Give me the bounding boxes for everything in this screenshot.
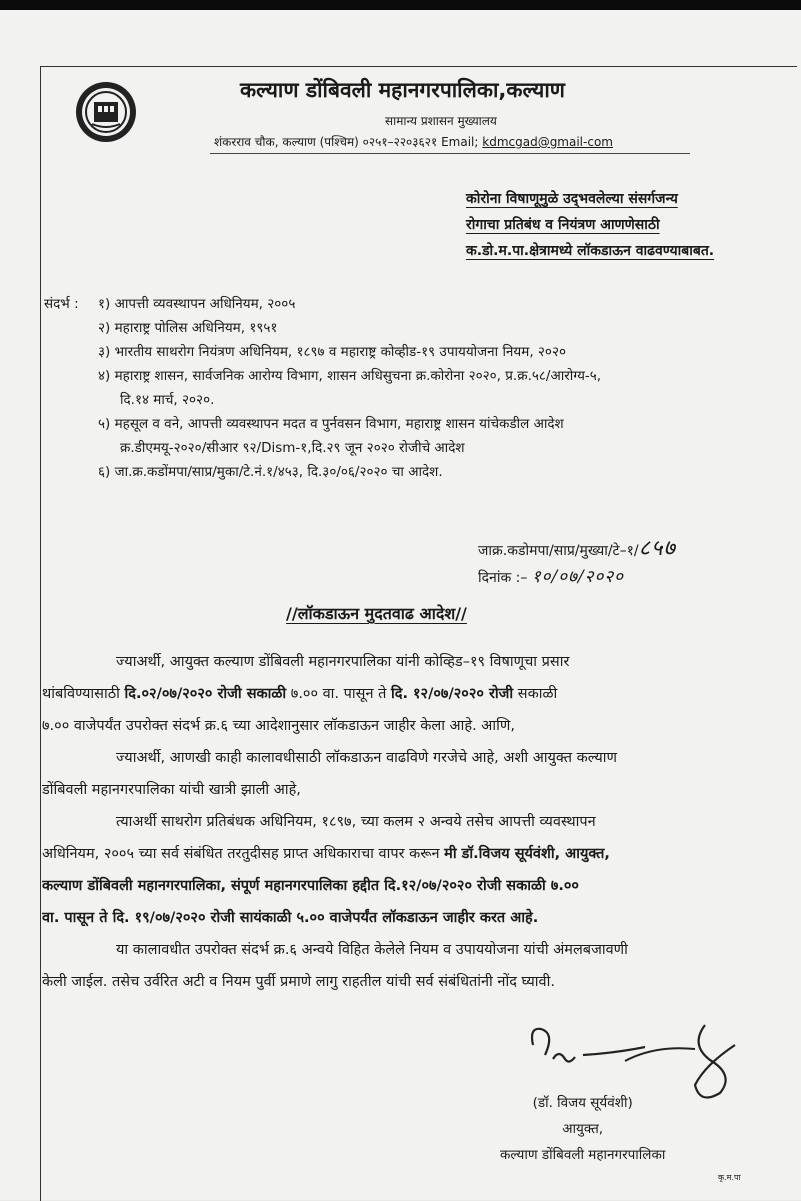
reference-item: २) महाराष्ट्र पोलिस अधिनियम, १९५१	[98, 320, 278, 336]
text-segment: ज्याअर्थी, आयुक्त कल्याण डोंबिवली महानगरपालिका यांनी कोव्हिड–१९ विषाणूचा प्रसार	[116, 654, 570, 670]
text-segment: सकाळी	[513, 686, 558, 702]
signatory-designation: आयुक्त,	[562, 1121, 604, 1137]
email-address: kdmcgad@gmail-com	[482, 135, 613, 149]
bold-text: वा. पासून ते दि. १९/०७/२०२० रोजी सायंकाळी ५.०० वाजेपर्यंत लॉकडाऊन जाहीर करत आहे.	[42, 910, 539, 926]
references-list	[98, 292, 778, 484]
text-segment: केली जाईल. तसेच उर्वरित अटी व नियम पुर्वी प्रमाणे लागु राहतील यांची सर्व संबंधितांनी नोंद घ्यावी.	[42, 974, 555, 990]
subject-line: कोरोना विषाणूमुळे उद्‌भवलेल्या संसर्गजन्य	[466, 191, 678, 207]
reference-prefix: जाक्र.कडोमपा/साप्र/मुख्या/टे–१/	[478, 543, 639, 559]
reference-item: ६) जा.क्र.कडोंमपा/साप्र/मुका/टे.नं.१/४५३, दि.३०/०६/२०२० चा आदेश.	[98, 464, 443, 480]
header-divider	[210, 153, 690, 154]
corporation-seal-logo	[74, 80, 138, 144]
text-segment: अधिनियम, २००५ च्या सर्व संबंधित तरतुदीसह प्राप्त अधिकाराचा वापर करून	[42, 846, 445, 862]
text-segment: त्याअर्थी साथरोग प्रतिबंधक अधिनियम, १८९७, च्या कलम २ अन्वये तसेच आपत्ती व्यवस्थापन	[116, 814, 596, 830]
reference-item-continuation: दि.१४ मार्च, २०२०.	[120, 392, 215, 408]
order-body	[42, 646, 782, 998]
outward-reference-block	[478, 536, 676, 591]
reference-item: ५) महसूल व वने, आपत्ती व्यवस्थापन मदत व पुर्नवसन विभाग, महाराष्ट्र शासन यांचेकडील आदेश	[98, 416, 564, 432]
corporation-title: कल्याण डोंबिवली महानगरपालिका,कल्याण	[240, 78, 565, 102]
subject-line: रोगाचा प्रतिबंध व नियंत्रण आणणेसाठी	[466, 217, 660, 233]
paragraph-line	[42, 742, 782, 774]
reference-item: १) आपत्ती व्यवस्थापन अधिनियम, २००५	[98, 296, 296, 312]
reference-item-continuation: क्र.डीएमयू-२०२०/सीआर ९२/Dism-१,दि.२९ जून २०२० रोजीचे आदेश	[120, 440, 465, 456]
text-segment: थांबविण्यासाठी	[42, 686, 125, 702]
paragraph-line	[42, 710, 782, 742]
order-heading: //लॉकडाऊन मुदतवाढ आदेश//	[286, 604, 467, 623]
paragraph-line	[42, 774, 782, 806]
paragraph-line	[42, 646, 782, 678]
paragraph-line	[42, 806, 782, 838]
subject-block	[466, 186, 714, 264]
department-subtitle: सामान्य प्रशासन मुख्यालय	[385, 114, 497, 128]
text-segment: ७.०० वा. पासून ते	[286, 686, 391, 702]
paragraph-line	[42, 870, 782, 902]
text-segment: डोंबिवली महानगरपालिका यांची खात्री झाली आहे,	[42, 782, 301, 798]
paragraph-line	[42, 902, 782, 934]
references-label: संदर्भ :	[44, 296, 79, 312]
bold-text: दि.०२/०७/२०२० रोजी सकाळी	[124, 686, 287, 702]
bold-text: दि. १२/०७/२०२० रोजी	[390, 686, 514, 702]
date-label: दिनांक :–	[478, 570, 528, 586]
signatory-name: (डॉ. विजय सूर्यवंशी)	[532, 1095, 633, 1111]
paragraph-line	[42, 678, 782, 710]
address-text: शंकरराव चौक, कल्याण (पश्चिम) ०२५१–२२०३६२१ Email;	[214, 135, 479, 149]
address-line	[214, 133, 613, 150]
paragraph-line	[42, 838, 782, 870]
paragraph-line	[42, 966, 782, 998]
bold-text: मी डॉ.विजय सूर्यवंशी, आयुक्त,	[444, 846, 610, 862]
subject-line: क.डो.म.पा.क्षेत्रामध्ये लॉकडाऊन वाढवण्याबाबत.	[466, 243, 715, 259]
text-segment: या कालावधीत उपरोक्त संदर्भ क्र.६ अन्वये विहित केलेले नियम व उपाययोजना यांची अंमलबजावणी	[116, 942, 628, 958]
paragraph-line	[42, 934, 782, 966]
top-edge-bar	[0, 0, 801, 10]
text-segment: ज्याअर्थी, आणखी काही कालावधीसाठी लॉकडाऊन वाढविणे गरजेचे आहे, अशी आयुक्त कल्याण	[116, 750, 617, 766]
reference-item: ४) महाराष्ट्र शासन, सार्वजनिक आरोग्य विभाग, शासन अधिसुचना क्र.कोरोना २०२०, प्र.क्र.५८/आरोग्य-५,	[98, 368, 602, 384]
corner-stamp-mark: कृ.म.पा	[718, 1173, 741, 1182]
handwritten-reference-number: ८५७	[638, 536, 676, 561]
text-segment: ७.०० वाजेपर्यंत उपरोक्त संदर्भ क्र.६ च्या आदेशानुसार लॉकडाऊन जाहीर केला आहे. आणि,	[42, 718, 515, 734]
signatory-organization: कल्याण डोंबिवली महानगरपालिका	[500, 1147, 666, 1163]
bold-text: कल्याण डोंबिवली महानगरपालिका, संपूर्ण महानगरपालिका हद्दीत दि.१२/०७/२०२० रोजी सकाळी ७.००	[42, 878, 579, 894]
handwritten-date: १०/०७/२०२०	[531, 567, 625, 587]
signatory-block	[500, 1090, 665, 1168]
reference-item: ३) भारतीय साथरोग नियंत्रण अधिनियम, १८९७ व महाराष्ट्र कोव्हीड-१९ उपाययोजना नियम, २०२०	[98, 344, 566, 360]
date-line	[478, 564, 676, 591]
reference-number-line	[478, 536, 676, 564]
